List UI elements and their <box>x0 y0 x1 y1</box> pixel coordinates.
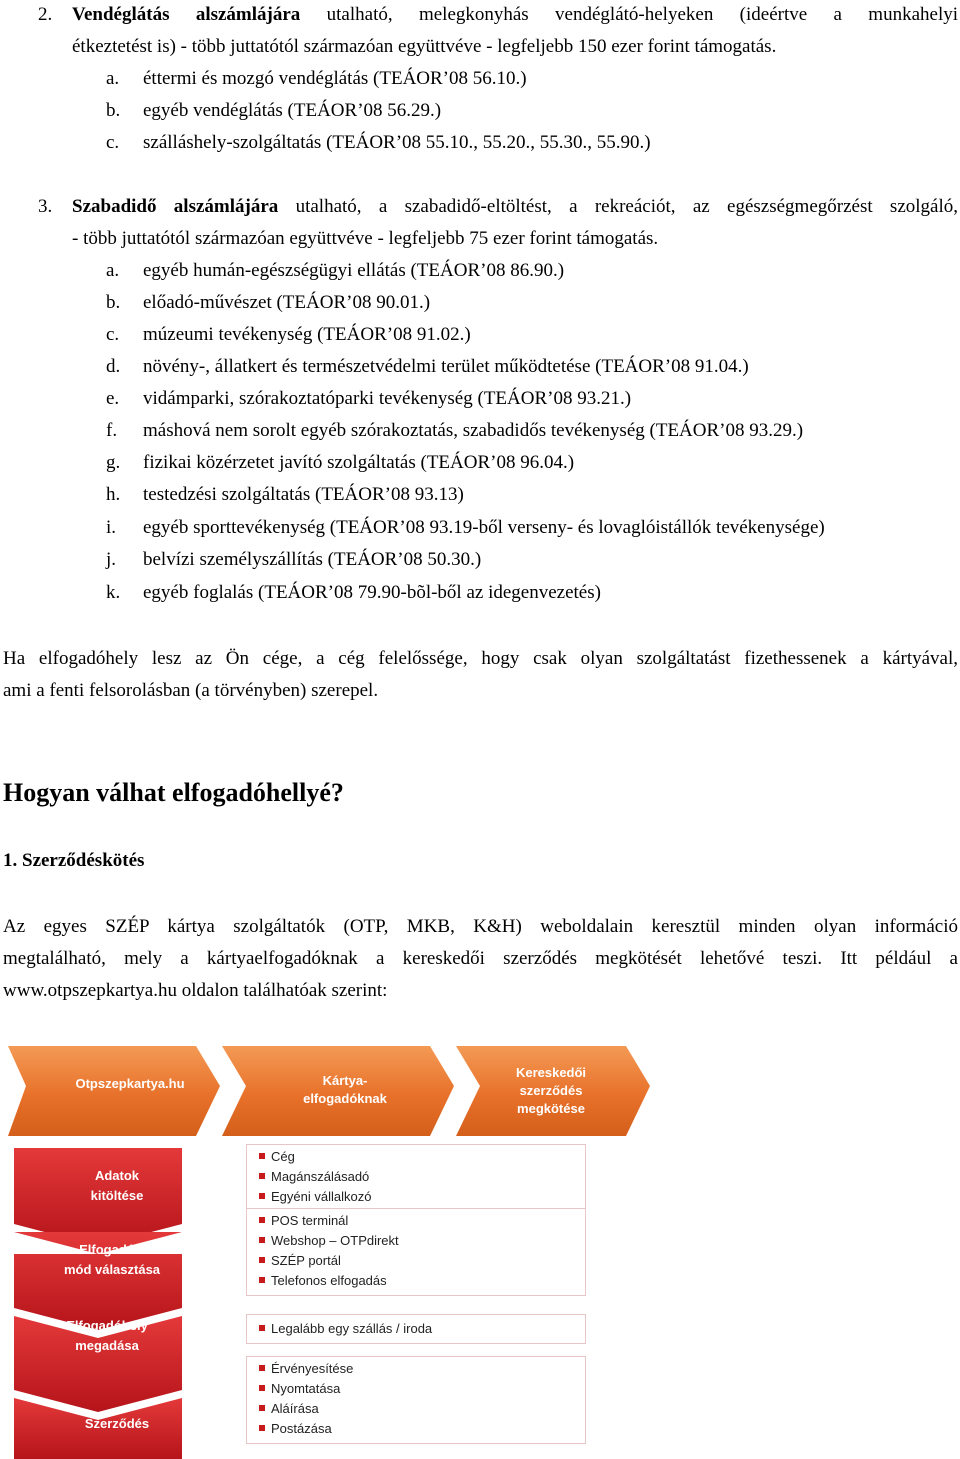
section-2-item-text: egyéb vendéglátás (TEÁOR’08 56.29.) <box>143 100 442 121</box>
bullet-icon <box>259 1325 265 1331</box>
banner-2-line-2: elfogadóknak <box>303 1091 387 1106</box>
box-1-item <box>259 1169 369 1185</box>
box-item-text: Legalább egy szállás / iroda <box>271 1321 433 1336</box>
step-3-line-2: megadása <box>75 1338 139 1353</box>
bullet-icon <box>259 1237 265 1243</box>
section-3-number: 3. <box>38 196 53 217</box>
step-4-label <box>52 1414 182 1434</box>
banner-1-label <box>60 1076 200 1092</box>
section-3-item-text: máshová nem sorolt egyéb szórakoztatás, szabadidős tevékenység (TEÁOR’08 93.29.) <box>143 420 804 441</box>
box-item-text: Cég <box>271 1149 295 1164</box>
box-item-text: Webshop – OTPdirekt <box>271 1233 399 1248</box>
section-2-line-1 <box>72 4 958 26</box>
box-item-text: Nyomtatása <box>271 1381 341 1396</box>
box-item-text: Magánszálásadó <box>271 1169 370 1184</box>
section-3-item-letter: h. <box>106 484 121 505</box>
banner-3-line-3: megkötése <box>517 1101 585 1116</box>
section-3-item-letter: f. <box>106 420 118 441</box>
section-3-item-letter: a. <box>106 260 120 281</box>
bullet-icon <box>259 1173 265 1179</box>
section-2-item-letter: b. <box>106 100 121 121</box>
box-item-text: Postázása <box>271 1421 332 1436</box>
step-3-label <box>42 1316 172 1356</box>
paragraph-2-line-3: www.otpszepkartya.hu oldalon találhatóak szerint: <box>3 980 388 1001</box>
section-3-line-2: - több juttatótól származóan együttvéve - legfeljebb 75 ezer forint támogatás. <box>72 228 659 249</box>
box-item-text: Egyéni vállalkozó <box>271 1189 372 1204</box>
box-1-item <box>259 1149 295 1165</box>
section-3-item-letter: i. <box>106 517 117 538</box>
box-4-item <box>259 1401 319 1417</box>
box-3-item <box>259 1321 432 1337</box>
banner-3-line-2: szerződés <box>519 1083 583 1098</box>
details-box-3 <box>246 1314 586 1344</box>
box-item-text: SZÉP portál <box>271 1253 341 1268</box>
box-item-text: Érvényesítése <box>271 1361 354 1376</box>
step-3-line-1: Elfogadóhely <box>66 1318 148 1333</box>
page-heading: Hogyan válhat elfogadóhellyé? <box>3 778 344 807</box>
section-3-item-text: növény-, állatkert és természetvédelmi terület működtetése (TEÁOR’08 91.04.) <box>143 356 749 377</box>
section-3-item-letter: j. <box>106 549 117 570</box>
section-3-item-text: előadó-művészet (TEÁOR’08 90.01.) <box>143 292 431 313</box>
bullet-icon <box>259 1405 265 1411</box>
step-1-line-2: kitöltése <box>90 1188 144 1203</box>
box-1-item <box>259 1189 371 1205</box>
section-3-item-letter: d. <box>106 356 121 377</box>
bullet-icon <box>259 1365 265 1371</box>
section-3-item-text: egyéb sporttevékenység (TEÁOR’08 93.19-ből verseny- és lovaglóistállók tevékenysége) <box>143 517 825 538</box>
banner-3-label <box>476 1064 626 1118</box>
paragraph-1-line-1: Ha elfogadóhely lesz az Ön cége, a cég felelőssége, hogy csak olyan szolgáltatást fizethessenek a kártyával, <box>3 648 958 669</box>
section-2-number: 2. <box>38 4 53 25</box>
section-3-lead: Szabadidő alszámlájára <box>72 196 279 217</box>
banner-3-line-1: Kereskedői <box>515 1065 587 1080</box>
section-3-item-text: egyéb foglalás (TEÁOR’08 79.90-bõl-ből az idegenvezetés) <box>143 582 601 603</box>
box-item-text: Aláírása <box>271 1401 319 1416</box>
section-3-item-letter: k. <box>106 582 121 603</box>
section-3-line-1-text: utalható, a szabadidő-eltöltést, a rekreációt, az egészségmegőrzést szolgáló, <box>295 196 959 217</box>
section-2-line-2: étkeztetést is) - több juttatótól származóan együttvéve - legfeljebb 150 ezer forint támogatás. <box>72 36 777 57</box>
subheading: 1. Szerződéskötés <box>3 850 145 871</box>
section-3-item-text: vidámparki, szórakoztatóparki tevékenység (TEÁOR’08 93.21.) <box>143 388 632 409</box>
section-2-item-text: szálláshely-szolgáltatás (TEÁOR’08 55.10., 55.20., 55.30., 55.90.) <box>143 132 651 153</box>
section-2-item-text: éttermi és mozgó vendéglátás (TEÁOR’08 56.10.) <box>143 68 527 89</box>
bullet-icon <box>259 1277 265 1283</box>
box-2-item <box>259 1273 387 1289</box>
bullet-icon <box>259 1193 265 1199</box>
process-diagram <box>0 1036 960 1459</box>
bullet-icon <box>259 1153 265 1159</box>
section-3-item-letter: g. <box>106 452 121 473</box>
section-3-line-1 <box>72 196 958 218</box>
step-2-label <box>32 1240 192 1280</box>
box-4-item <box>259 1421 332 1437</box>
paragraph-2-line-1: Az egyes SZÉP kártya szolgáltatók (OTP, MKB, K&H) weboldalain keresztül minden olyan információ <box>3 916 958 937</box>
details-box-1 <box>246 1144 586 1212</box>
box-4-item <box>259 1361 353 1377</box>
bullet-icon <box>259 1257 265 1263</box>
section-3-item-text: egyéb humán-egészségügyi ellátás (TEÁOR’08 86.90.) <box>143 260 565 281</box>
banner-2-line-1: Kártya- <box>322 1073 368 1088</box>
step-1-line-1: Adatok <box>94 1168 140 1183</box>
section-3-item-letter: b. <box>106 292 121 313</box>
banner-1-line-1: Otpszepkartya.hu <box>75 1076 185 1091</box>
section-3-item-text: fizikai közérzetet javító szolgáltatás (TEÁOR’08 96.04.) <box>143 452 575 473</box>
step-1-label <box>52 1166 182 1206</box>
section-3-item-letter: e. <box>106 388 120 409</box>
section-3-item-text: testedzési szolgáltatás (TEÁOR’08 93.13) <box>143 484 464 505</box>
box-4-item <box>259 1381 340 1397</box>
bullet-icon <box>259 1385 265 1391</box>
step-4-line-1: Szerződés <box>84 1416 150 1431</box>
banner-2-label <box>265 1072 425 1108</box>
section-3-item-text: múzeumi tevékenység (TEÁOR’08 91.02.) <box>143 324 471 345</box>
bullet-icon <box>259 1425 265 1431</box>
step-2-line-2: mód választása <box>63 1262 161 1277</box>
section-3-item-letter: c. <box>106 324 120 345</box>
section-3-item-text: belvízi személyszállítás (TEÁOR’08 50.30.) <box>143 549 482 570</box>
box-2-item <box>259 1253 341 1269</box>
details-box-2 <box>246 1208 586 1296</box>
box-item-text: POS terminál <box>271 1213 349 1228</box>
paragraph-2-line-2: megtalálható, mely a kártyaelfogadóknak a kereskedői szerződés megkötését lehetővé teszi. Itt például a <box>3 948 958 969</box>
box-2-item <box>259 1233 399 1249</box>
section-2-lead: Vendéglátás alszámlájára <box>72 4 301 25</box>
section-2-line-1-text: utalható, melegkonyhás vendéglátó-helyeken (ideértve a munkahelyi <box>326 4 958 25</box>
section-2-item-letter: a. <box>106 68 120 89</box>
box-2-item <box>259 1213 348 1229</box>
paragraph-1-line-2: ami a fenti felsorolásban (a törvényben) szerepel. <box>3 680 379 701</box>
box-item-text: Telefonos elfogadás <box>271 1273 387 1288</box>
step-2-line-1: Elfogadási <box>79 1242 145 1257</box>
details-box-4 <box>246 1356 586 1444</box>
bullet-icon <box>259 1217 265 1223</box>
section-2-item-letter: c. <box>106 132 120 153</box>
